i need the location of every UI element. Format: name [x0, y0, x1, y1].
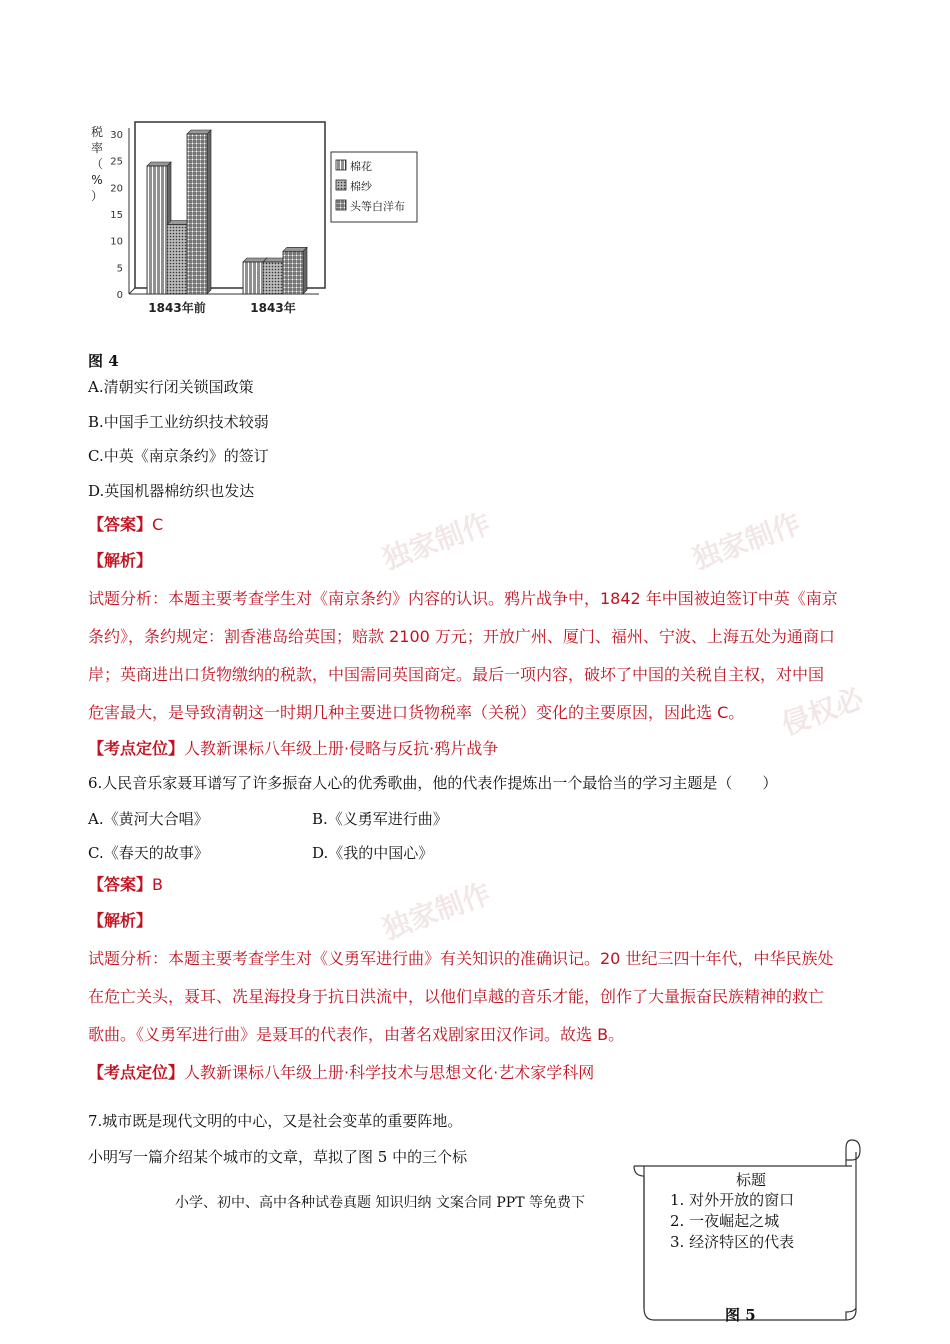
q5-answer: 【答案】C — [88, 515, 164, 534]
bar-top — [283, 247, 307, 251]
legend-label: 棉花 — [350, 160, 372, 173]
bar-棉纱-1843年前 — [167, 225, 187, 294]
watermark: 独家制作 — [378, 876, 495, 947]
bar-top — [147, 162, 171, 166]
q5-option-c: C.中英《南京条约》的签订 — [88, 447, 269, 465]
y-tick-label: 30 — [110, 130, 123, 141]
q7-stem-line1: 7.城市既是现代文明的中心，又是社会变革的重要阵地。 — [88, 1112, 463, 1130]
q7-stem-line2: 小明写一篇介绍某个城市的文章，草拟了图 5 中的三个标 — [88, 1148, 468, 1166]
q6-analysis-line: 在危亡关头，聂耳、冼星海投身于抗日洪流中，以他们卓越的音乐才能，创作了大量振奋民族精神的救亡 — [88, 987, 825, 1006]
fig5-item: 2. 一夜崛起之城 — [670, 1212, 780, 1230]
y-tick-label: 10 — [110, 236, 123, 248]
y-tick-label: 25 — [110, 156, 123, 168]
q5-option-a: A.清朝实行闭关锁国政策 — [88, 378, 254, 396]
watermark: 侵权必 — [777, 681, 868, 742]
legend-swatch — [336, 200, 346, 210]
bar-头等白洋布-1843年 — [283, 251, 303, 294]
q6-analysis-line: 歌曲。《义勇军进行曲》是聂耳的代表作，由著名戏剧家田汉作词。故选 B。 — [88, 1025, 625, 1044]
y-tick-label: 5 — [116, 263, 123, 275]
y-axis-label: 税 — [90, 125, 104, 139]
q5-analysis-line: 危害最大，是导致清朝这一时期几种主要进口货物税率（关税）变化的主要原因，因此选 C。 — [88, 703, 745, 722]
q6-option-c: C.《春天的故事》 — [88, 844, 209, 862]
fig5-item: 1. 对外开放的窗口 — [670, 1191, 795, 1209]
q6-stem: 6.人民音乐家聂耳谱写了许多振奋人心的优秀歌曲，他的代表作提炼出一个最恰当的学习主题是（ ） — [88, 774, 778, 792]
y-axis-label: % — [91, 173, 103, 187]
q6-answer: 【答案】B — [88, 875, 163, 894]
q5-analysis-tag: 【解析】 — [88, 551, 153, 570]
q5-analysis-line: 岸；英商进出口货物缴纳的税款，中国需同英国商定。最后一项内容，破坏了中国的关税自主权，对中国 — [88, 665, 825, 684]
x-tick-label: 1843年前 — [148, 301, 206, 315]
tax-rate-bar-chart — [85, 112, 445, 342]
bar-top — [187, 130, 211, 134]
y-axis-label: 率 — [90, 141, 104, 155]
legend-swatch — [336, 180, 346, 190]
y-tick-label: 20 — [110, 183, 123, 195]
q5-analysis-line: 条约》，条约规定：割香港岛给英国；赔款 2100 万元；开放广州、厦门、福州、宁波、上海五处为通商口 — [88, 627, 835, 646]
watermark: 独家制作 — [688, 506, 805, 577]
legend-label: 头等白洋布 — [350, 200, 405, 213]
y-axis-label: ） — [90, 189, 104, 203]
bar-棉纱-1843年 — [263, 262, 283, 294]
bar-棉花-1843年 — [243, 262, 263, 294]
chart-floor-edge — [129, 288, 135, 294]
page-footer: 小学、初中、高中各种试卷真题 知识归纳 文案合同 PPT 等免费下 — [175, 1195, 585, 1211]
y-tick-label: 15 — [110, 210, 123, 221]
q6-option-b: B.《义勇军进行曲》 — [312, 810, 448, 828]
watermark: 独家制作 — [378, 506, 495, 577]
bar-棉花-1843年前 — [147, 166, 167, 294]
q6-option-d: D.《我的中国心》 — [312, 844, 434, 862]
y-tick-label: 0 — [116, 290, 123, 301]
q5-analysis-line: 试题分析：本题主要考查学生对《南京条约》内容的认识。鸦片战争中，1842 年中国被迫签订中英《南京 — [88, 589, 838, 608]
fig5-heading: 标题 — [736, 1171, 767, 1189]
y-axis-label: （ — [90, 157, 104, 171]
q5-option-b: B.中国手工业纺织技术较弱 — [88, 413, 269, 431]
bar-side — [303, 247, 307, 294]
legend-swatch — [336, 160, 346, 170]
legend-label: 棉纱 — [350, 180, 372, 193]
bar-头等白洋布-1843年前 — [187, 134, 207, 294]
q6-option-a: A.《黄河大合唱》 — [88, 810, 209, 828]
x-tick-label: 1843年 — [250, 301, 296, 315]
fig5-item: 3. 经济特区的代表 — [670, 1233, 795, 1251]
q5-option-d: D.英国机器棉纺织也发达 — [88, 482, 255, 500]
figure-4-caption: 图 4 — [88, 352, 119, 370]
q6-kaodian: 【考点定位】人教新课标八年级上册·科学技术与思想文化·艺术家学科网 — [88, 1063, 595, 1082]
q6-analysis-tag: 【解析】 — [88, 911, 153, 930]
figure-5-scroll — [630, 1138, 862, 1328]
q6-analysis-line: 试题分析：本题主要考查学生对《义勇军进行曲》有关知识的准确识记。20 世纪三四十年代，中华民族处 — [88, 949, 834, 968]
bar-side — [207, 130, 211, 294]
figure-5-caption: 图 5 — [725, 1306, 756, 1324]
q5-kaodian: 【考点定位】人教新课标八年级上册·侵略与反抗·鸦片战争 — [88, 739, 499, 758]
